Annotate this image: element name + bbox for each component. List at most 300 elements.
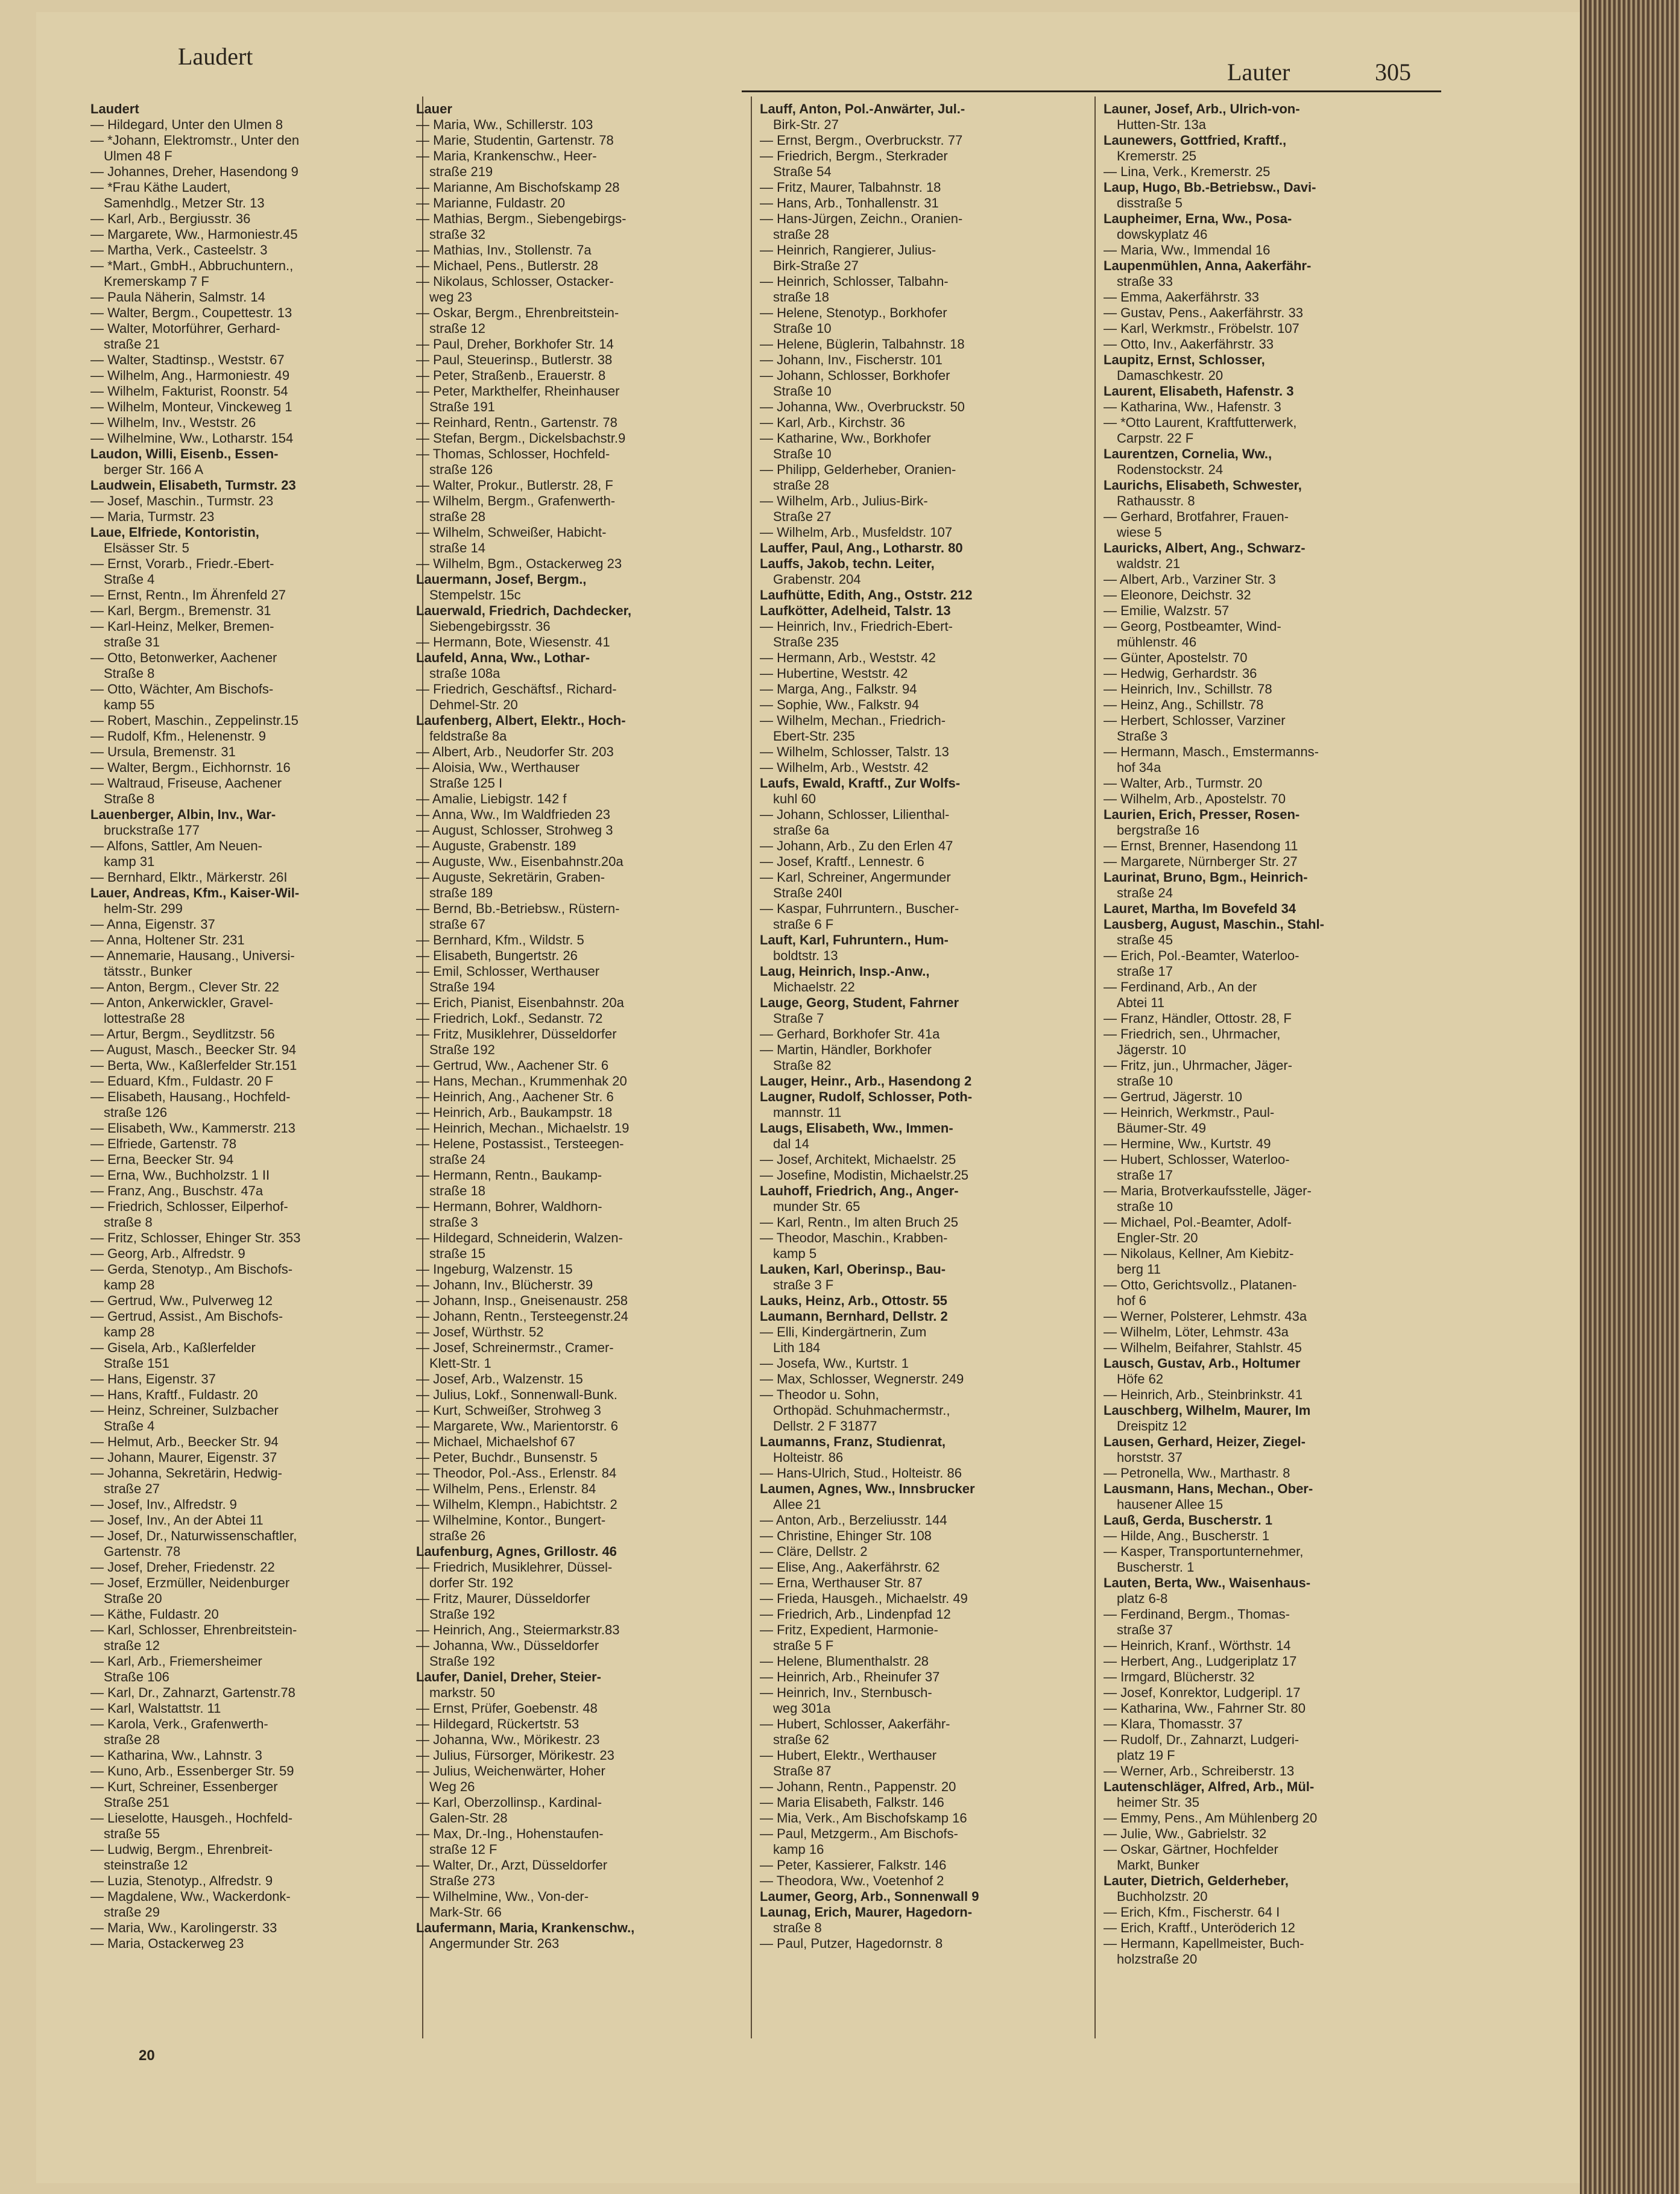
directory-entry-line: — Michael, Pens., Butlerstr. 28 [416,258,599,273]
directory-entry-line: — Helene, Blumenthalstr. 28 [760,1654,929,1669]
directory-entry-line: straße 5 F [773,1638,834,1653]
directory-entry-line: — Emmy, Pens., Am Mühlenberg 20 [1104,1810,1318,1826]
directory-entry-line: — Fritz, Expedient, Harmonie- [760,1622,938,1637]
directory-entry-line: — Kasper, Transportunternehmer, [1104,1544,1304,1559]
directory-entry-line: Straße 8 [104,791,155,806]
directory-entry-line: Lausen, Gerhard, Heizer, Ziegel- [1104,1434,1306,1449]
directory-entry-line: — Wilhelm, Arb., Julius-Birk- [760,493,928,508]
page-number: 305 [1375,58,1411,86]
directory-entry-line: — Wilhelm, Fakturist, Roonstr. 54 [90,384,288,399]
directory-entry-line: — Anton, Arb., Berzeliusstr. 144 [760,1513,947,1528]
directory-entry-line: — Auguste, Ww., Eisenbahnstr.20a [416,854,624,869]
directory-entry-line: hof 6 [1117,1293,1146,1308]
directory-entry-line: Straße 240I [773,885,842,900]
directory-entry-line: — Wilhelm, Mechan., Friedrich- [760,713,946,728]
directory-entry-line: — Walter, Arb., Turmstr. 20 [1104,776,1263,791]
directory-entry-line: Straße 192 [429,1042,495,1057]
directory-entry-line: — Johannes, Dreher, Hasendong 9 [90,164,298,179]
directory-entry-line: — Johann, Arb., Zu den Erlen 47 [760,838,953,853]
directory-entry-line: — Artur, Bergm., Seydlitzstr. 56 [90,1026,275,1042]
directory-entry-line: — Werner, Polsterer, Lehmstr. 43a [1104,1309,1307,1324]
directory-entry-line: straße 6 F [773,917,834,932]
directory-entry-line: — Wilhelm, Schweißer, Habicht- [416,525,607,540]
directory-entry-line: straße 219 [429,164,493,179]
directory-entry-line: — Ferdinand, Bergm., Thomas- [1104,1607,1290,1622]
directory-entry-line: — Max, Schlosser, Wegnerstr. 249 [760,1371,964,1386]
directory-entry-line: — Elisabeth, Bungertstr. 26 [416,948,578,963]
directory-entry-line: — Fritz, Schlosser, Ehinger Str. 353 [90,1230,301,1245]
directory-entry-line: Laupheimer, Erna, Ww., Posa- [1104,211,1292,226]
directory-entry-line: Lauffer, Paul, Ang., Lotharstr. 80 [760,540,963,555]
directory-entry-line: — Karl, Schlosser, Ehrenbreitstein- [90,1622,297,1637]
directory-entry-line: — Käthe, Fuldastr. 20 [90,1607,219,1622]
directory-entry-line: — Josef, Konrektor, Ludgeripl. 17 [1104,1685,1301,1700]
directory-entry-line: — Oskar, Bergm., Ehrenbreitstein- [416,305,619,320]
directory-entry-line: mannstr. 11 [773,1105,842,1120]
directory-entry-line: — Elise, Ang., Aakerfährstr. 62 [760,1560,940,1575]
directory-entry-line: Laudert [90,101,139,116]
directory-entry-line: straße 15 [429,1246,485,1261]
directory-entry-line: — Hubertine, Weststr. 42 [760,666,908,681]
directory-entry-line: dal 14 [773,1136,809,1151]
directory-entry-line: — Bernhard, Elktr., Märkerstr. 26I [90,870,288,885]
directory-entry-line: — Berta, Ww., Kaßlerfelder Str.151 [90,1058,297,1073]
directory-entry-line: — Friedrich, Musiklehrer, Düssel- [416,1560,613,1575]
directory-entry-line: Dreispitz 12 [1117,1418,1187,1434]
directory-entry-line: — Theodor, Pol.-Ass., Erlenstr. 84 [416,1465,617,1481]
directory-entry-line: — Thomas, Schlosser, Hochfeld- [416,446,610,461]
directory-entry-line: Lauß, Gerda, Buscherstr. 1 [1104,1513,1272,1528]
directory-entry-line: Straße 125 I [429,776,503,791]
directory-entry-line: Straße 235 [773,634,839,650]
directory-entry-line: — Hildegard, Schneiderin, Walzen- [416,1230,623,1245]
directory-entry-line: Bäumer-Str. 49 [1117,1121,1206,1136]
directory-entry-line: straße 126 [429,462,493,477]
directory-entry-line: — Wilhelm, Monteur, Vinckeweg 1 [90,399,292,414]
directory-entry-line: — August, Masch., Beecker Str. 94 [90,1042,297,1057]
directory-entry-line: — Karl, Dr., Zahnarzt, Gartenstr.78 [90,1685,295,1700]
directory-entry-line: dowskyplatz 46 [1117,227,1208,242]
directory-entry-line: — Karl, Arb., Kirchstr. 36 [760,415,905,430]
directory-entry-line: straße 28 [104,1732,160,1747]
directory-entry-line: — Wilhelm, Schlosser, Talstr. 13 [760,744,949,759]
directory-entry-line: — Karl, Arb., Friemersheimer [90,1654,262,1669]
directory-entry-line: Lith 184 [773,1340,821,1355]
directory-entry-line: straße 26 [429,1528,485,1543]
directory-entry-line: — Katharina, Ww., Lahnstr. 3 [90,1748,262,1763]
directory-entry-line: Laufkötter, Adelheid, Talstr. 13 [760,603,951,618]
directory-entry-line: — Marianne, Am Bischofskamp 28 [416,180,620,195]
directory-entry-line: heimer Str. 35 [1117,1795,1199,1810]
directory-entry-line: — Eduard, Kfm., Fuldastr. 20 F [90,1073,274,1089]
directory-entry-line: — Marie, Studentin, Gartenstr. 78 [416,133,614,148]
directory-entry-line: — Josef, Architekt, Michaelstr. 25 [760,1152,956,1167]
directory-entry-line: — Walter, Bergm., Eichhornstr. 16 [90,760,291,775]
directory-entry-line: straße 37 [1117,1622,1173,1637]
directory-entry-line: — Bernd, Bb.-Betriebsw., Rüstern- [416,901,620,916]
directory-entry-line: — Hans, Eigenstr. 37 [90,1371,216,1386]
directory-entry-line: — Waltraud, Friseuse, Aachener [90,776,282,791]
column-3 [760,101,1091,2067]
directory-entry-line: — Mia, Verk., Am Bischofskamp 16 [760,1810,967,1826]
directory-entry-line: Lauter, Dietrich, Gelderheber, [1104,1873,1289,1888]
directory-entry-line: — Heinrich, Ang., Aachener Str. 6 [416,1089,614,1104]
directory-entry-line: — Karl, Oberzollinsp., Kardinal- [416,1795,602,1810]
directory-entry-line: — Karl, Arb., Bergiusstr. 36 [90,211,251,226]
directory-entry-line: — Hans, Arb., Tonhallenstr. 31 [760,195,939,210]
directory-entry-line: — Paul, Metzgerm., Am Bischofs- [760,1826,958,1841]
directory-entry-line: Laurinat, Bruno, Bgm., Heinrich- [1104,870,1308,885]
directory-entry-line: — Wilhelmine, Ww., Lotharstr. 154 [90,431,294,446]
directory-entry-line: — *Frau Käthe Laudert, [90,180,231,195]
directory-entry-line: Lauret, Martha, Im Bovefeld 34 [1104,901,1296,916]
directory-entry-line: Straße 191 [429,399,495,414]
directory-entry-line: Dellstr. 2 F 31877 [773,1418,877,1434]
directory-entry-line: — Robert, Maschin., Zeppelinstr.15 [90,713,298,728]
directory-entry-line: weg 23 [429,289,472,305]
directory-entry-line: — Heinrich, Schlosser, Talbahn- [760,274,949,289]
directory-entry-line: straße 28 [773,478,829,493]
directory-entry-line: Straße 273 [429,1873,495,1888]
directory-entry-line: — Josef, Inv., An der Abtei 11 [90,1513,264,1528]
directory-entry-line: straße 18 [773,289,829,305]
directory-entry-line: Stempelstr. 15c [429,587,521,602]
directory-entry-line: straße 29 [104,1905,160,1920]
directory-entry-line: — Werner, Arb., Schreiberstr. 13 [1104,1763,1295,1778]
directory-entry-line: — Margarete, Ww., Harmoniestr.45 [90,227,298,242]
directory-entry-line: Straße 54 [773,164,832,179]
directory-entry-line: — Heinrich, Inv., Schillstr. 78 [1104,681,1272,697]
directory-entry-line: — Otto, Inv., Aakerfährstr. 33 [1104,337,1274,352]
directory-entry-line: Straße 82 [773,1058,832,1073]
directory-entry-line: — Paul, Putzer, Hagedornstr. 8 [760,1936,943,1951]
directory-entry-line: — Hildegard, Rückertstr. 53 [416,1716,579,1731]
directory-entry-line: Carpstr. 22 F [1117,431,1194,446]
directory-entry-line: straße 28 [773,227,829,242]
directory-entry-line: Laurichs, Elisabeth, Schwester, [1104,478,1302,493]
directory-entry-line: straße 21 [104,337,160,352]
directory-entry-line: — Klara, Thomasstr. 37 [1104,1716,1243,1731]
directory-entry-line: holzstraße 20 [1117,1952,1198,1967]
book-page-edges [1580,0,1680,2194]
directory-entry-line: — Mathias, Inv., Stollenstr. 7a [416,242,592,258]
directory-entry-line: — Hildegard, Unter den Ulmen 8 [90,117,283,132]
directory-entry-line: — Philipp, Gelderheber, Oranien- [760,462,956,477]
column-divider [1094,96,1096,2038]
directory-entry-line: — Heinz, Schreiner, Sulzbacher [90,1403,279,1418]
directory-entry-line: waldstr. 21 [1117,556,1181,571]
directory-entry-line: — Kurt, Schreiner, Essenberger [90,1779,278,1794]
directory-entry-line: Birk-Straße 27 [773,258,859,273]
directory-entry-line: — Josef, Dr., Naturwissenschaftler, [90,1528,297,1543]
directory-entry-line: — Magdalene, Ww., Wackerdonk- [90,1889,291,1904]
directory-entry-line: — Heinrich, Arb., Baukampstr. 18 [416,1105,613,1120]
directory-entry-line: Laurent, Elisabeth, Hafenstr. 3 [1104,384,1294,399]
directory-entry-line: Lauerwald, Friedrich, Dachdecker, [416,603,632,618]
directory-entry-line: — Rudolf, Dr., Zahnarzt, Ludgeri- [1104,1732,1299,1747]
directory-entry-line: straße 3 F [773,1277,834,1292]
directory-entry-line: Lausmann, Hans, Mechan., Ober- [1104,1481,1313,1496]
directory-entry-line: Dehmel-Str. 20 [429,697,518,712]
directory-entry-line: Hutten-Str. 13a [1117,117,1206,132]
directory-entry-line: Lauken, Karl, Oberinsp., Bau- [760,1262,946,1277]
directory-entry-line: Galen-Str. 28 [429,1810,508,1826]
directory-entry-line: Laufeld, Anna, Ww., Lothar- [416,650,590,665]
directory-entry-line: Lausch, Gustav, Arb., Holtumer [1104,1356,1301,1371]
directory-entry-line: — Gertrud, Ww., Pulverweg 12 [90,1293,273,1308]
directory-entry-line: — Katharine, Ww., Borkhofer [760,431,931,446]
directory-entry-line: — Walter, Motorführer, Gerhard- [90,321,280,336]
directory-entry-line: — Albert, Arb., Varziner Str. 3 [1104,572,1276,587]
directory-entry-line: — Helene, Stenotyp., Borkhofer [760,305,947,320]
directory-entry-line: — Gerda, Stenotyp., Am Bischofs- [90,1262,293,1277]
directory-entry-line: — Walter, Bergm., Coupettestr. 13 [90,305,292,320]
directory-entry-line: Ebert-Str. 235 [773,729,855,744]
directory-entry-line: straße 14 [429,540,485,555]
directory-entry-line: wiese 5 [1117,525,1162,540]
directory-entry-line: — Wilhelm, Arb., Weststr. 42 [760,760,929,775]
directory-entry-line: Orthopäd. Schuhmachermstr., [773,1403,950,1418]
directory-entry-line: — Hilde, Ang., Buscherstr. 1 [1104,1528,1270,1543]
directory-entry-line: straße 62 [773,1732,829,1747]
directory-entry-line: Lauschberg, Wilhelm, Maurer, Im [1104,1403,1311,1418]
directory-entry-line: Straße 20 [104,1591,162,1606]
directory-entry-line: — Wilhelm, Bgm., Ostackerweg 23 [416,556,622,571]
directory-entry-line: — Michael, Michaelshof 67 [416,1434,576,1449]
directory-entry-line: Lauer, Andreas, Kfm., Kaiser-Wil- [90,885,300,900]
directory-entry-line: — Erna, Ww., Buchholzstr. 1 II [90,1168,270,1183]
directory-entry-line: Laupitz, Ernst, Schlosser, [1104,352,1265,367]
directory-entry-line: Ulmen 48 F [104,148,172,163]
directory-entry-line: — Fritz, Maurer, Talbahnstr. 18 [760,180,941,195]
directory-entry-line: Kremerstr. 25 [1117,148,1197,163]
directory-entry-line: Laudwein, Elisabeth, Turmstr. 23 [90,478,296,493]
directory-entry-line: — Maria, Ww., Immendal 16 [1104,242,1271,258]
directory-entry-line: — Otto, Betonwerker, Aachener [90,650,277,665]
directory-entry-line: straße 55 [104,1826,160,1841]
directory-entry-line: — Hermann, Rentn., Baukamp- [416,1168,602,1183]
directory-entry-line: — Maria, Ostackerweg 23 [90,1936,244,1951]
directory-entry-line: — Erich, Kraftf., Unteröderich 12 [1104,1920,1295,1935]
directory-entry-line: Klett-Str. 1 [429,1356,491,1371]
directory-entry-line: Straße 87 [773,1763,832,1778]
directory-entry-line: — Theodor, Maschin., Krabben- [760,1230,948,1245]
directory-entry-line: — Lina, Verk., Kremerstr. 25 [1104,164,1271,179]
directory-entry-line: — Wilhelm, Inv., Weststr. 26 [90,415,256,430]
directory-entry-line: — Michael, Pol.-Beamter, Adolf- [1104,1215,1292,1230]
directory-entry-line: straße 32 [429,227,485,242]
directory-entry-line: Siebengebirgsstr. 36 [429,619,551,634]
directory-entry-line: — Nikolaus, Schlosser, Ostacker- [416,274,614,289]
directory-entry-line: platz 6-8 [1117,1591,1168,1606]
directory-entry-line: — Helene, Postassist., Tersteegen- [416,1136,624,1151]
directory-entry-line: Straße 10 [773,321,832,336]
directory-entry-line: — Kuno, Arb., Essenberger Str. 59 [90,1763,294,1778]
directory-entry-line: — Annemarie, Hausang., Universi- [90,948,295,963]
directory-entry-line: Launewers, Gottfried, Kraftf., [1104,133,1287,148]
directory-entry-line: Michaelstr. 22 [773,979,855,994]
directory-entry-line: Laugner, Rudolf, Schlosser, Poth- [760,1089,973,1104]
directory-entry-line: — Heinrich, Werkmstr., Paul- [1104,1105,1275,1120]
directory-entry-line: Straße 4 [104,1418,155,1434]
column-divider [751,96,752,2038]
directory-entry-line: Allee 21 [773,1497,821,1512]
directory-entry-line: — Josef, Kraftf., Lennestr. 6 [760,854,924,869]
directory-entry-line: mühlenstr. 46 [1117,634,1197,650]
directory-entry-line: — Hermann, Masch., Emstermanns- [1104,744,1319,759]
directory-entry-line: tätsstr., Bunker [104,964,192,979]
directory-entry-line: Straße 151 [104,1356,169,1371]
directory-entry-line: — Margarete, Nürnberger Str. 27 [1104,854,1298,869]
directory-entry-line: Laufhütte, Edith, Ang., Oststr. 212 [760,587,973,602]
directory-entry-line: — Heinrich, Kranf., Wörthstr. 14 [1104,1638,1291,1653]
directory-entry-line: — Heinrich, Arb., Rheinufer 37 [760,1669,940,1684]
directory-entry-line: — Fritz, Musiklehrer, Düsseldorfer [416,1026,617,1042]
directory-entry-line: Angermunder Str. 263 [429,1936,560,1951]
directory-entry-line: — Johann, Inv., Blücherstr. 39 [416,1277,593,1292]
directory-entry-line: straße 10 [1117,1073,1173,1089]
directory-entry-line: — Peter, Buchdr., Bunsenstr. 5 [416,1450,598,1465]
directory-entry-line: Lauricks, Albert, Ang., Schwarz- [1104,540,1306,555]
directory-entry-line: — Anton, Bergm., Clever Str. 22 [90,979,280,994]
directory-entry-line: — Johanna, Ww., Mörikestr. 23 [416,1732,600,1747]
directory-entry-line: bergstraße 16 [1117,823,1199,838]
directory-entry-line: — Emil, Schlosser, Werthauser [416,964,600,979]
directory-entry-line: — Emilie, Walzstr. 57 [1104,603,1230,618]
directory-entry-line: — Hans-Ulrich, Stud., Holteistr. 86 [760,1465,962,1481]
directory-entry-line: Weg 26 [429,1779,475,1794]
directory-entry-line: — Lieselotte, Hausgeh., Hochfeld- [90,1810,293,1826]
directory-entry-line: — *Mart., GmbH., Abbruchuntern., [90,258,294,273]
directory-entry-line: — Johann, Schlosser, Borkhofer [760,368,950,383]
directory-entry-line: feldstraße 8a [429,729,507,744]
directory-entry-line: — Bernhard, Kfm., Wildstr. 5 [416,932,584,947]
directory-entry-line: — Petronella, Ww., Marthastr. 8 [1104,1465,1290,1481]
directory-entry-line: Laumen, Agnes, Ww., Innsbrucker [760,1481,975,1496]
directory-entry-line: — Gerhard, Brotfahrer, Frauen- [1104,509,1289,524]
directory-entry-line: Lauft, Karl, Fuhruntern., Hum- [760,932,949,947]
directory-entry-line: straße 31 [104,634,160,650]
directory-entry-line: — Karl, Rentn., Im alten Bruch 25 [760,1215,958,1230]
directory-entry-line: Buscherstr. 1 [1117,1560,1195,1575]
directory-entry-line: Rathausstr. 8 [1117,493,1195,508]
directory-entry-line: — Josef, Erzmüller, Neidenburger [90,1575,290,1590]
directory-entry-line: — Erna, Werthauser Str. 87 [760,1575,923,1590]
directory-entry-line: — Gerhard, Borkhofer Str. 41a [760,1026,940,1042]
directory-entry-line: straße 24 [429,1152,485,1167]
directory-entry-line: — Georg, Arb., Alfredstr. 9 [90,1246,245,1261]
directory-entry-line: — Gustav, Pens., Aakerfährstr. 33 [1104,305,1303,320]
directory-entry-line: — Friedrich, Bergm., Sterkrader [760,148,948,163]
directory-entry-line: — Wilhelm, Pens., Erlenstr. 84 [416,1481,596,1496]
directory-entry-line: — Cläre, Dellstr. 2 [760,1544,868,1559]
directory-entry-line: — Ingeburg, Walzenstr. 15 [416,1262,573,1277]
directory-entry-line: — Hans-Jürgen, Zeichn., Oranien- [760,211,963,226]
directory-entry-line: — Reinhard, Rentn., Gartenstr. 78 [416,415,617,430]
directory-entry-line: — Irmgard, Blücherstr. 32 [1104,1669,1255,1684]
directory-entry-line: — Wilhelm, Arb., Apostelstr. 70 [1104,791,1286,806]
directory-entry-line: berg 11 [1117,1262,1161,1277]
directory-entry-line: — Johanna, Ww., Overbruckstr. 50 [760,399,965,414]
directory-entry-line: — Martha, Verk., Casteelstr. 3 [90,242,268,258]
directory-entry-line: Mark-Str. 66 [429,1905,502,1920]
directory-entry-line: — Friedrich, Schlosser, Eilperhof- [90,1199,288,1214]
directory-entry-line: Kremerskamp 7 F [104,274,209,289]
directory-entry-line: — Herbert, Schlosser, Varziner [1104,713,1286,728]
directory-entry-line: Straße 194 [429,979,495,994]
directory-entry-line: Laurentzen, Cornelia, Ww., [1104,446,1272,461]
directory-entry-line: — Maria, Ww., Karolingerstr. 33 [90,1920,277,1935]
directory-entry-line: horststr. 37 [1117,1450,1183,1465]
directory-entry-line: Lauenberger, Albin, Inv., War- [90,807,276,822]
directory-entry-line: Samenhdlg., Metzer Str. 13 [104,195,265,210]
directory-entry-line: Laurien, Erich, Presser, Rosen- [1104,807,1300,822]
directory-entry-line: — Franz, Händler, Ottostr. 28, F [1104,1011,1292,1026]
directory-entry-line: straße 8 [104,1215,153,1230]
directory-entry-line: straße 28 [429,509,485,524]
directory-entry-line: weg 301a [773,1701,831,1716]
directory-entry-line: Lauer [416,101,452,116]
directory-entry-line: — Josefa, Ww., Kurtstr. 1 [760,1356,909,1371]
directory-entry-line: — Frieda, Hausgeh., Michaelstr. 49 [760,1591,968,1606]
directory-entry-line: Straße 8 [104,666,155,681]
directory-entry-line: Lausberg, August, Maschin., Stahl- [1104,917,1324,932]
directory-entry-line: — Hubert, Elektr., Werthauser [760,1748,937,1763]
directory-entry-line: — Ernst, Brenner, Hasendong 11 [1104,838,1298,853]
directory-entry-line: Abtei 11 [1117,995,1165,1010]
directory-entry-line: — Hans, Kraftf., Fuldastr. 20 [90,1387,258,1402]
directory-entry-line: disstraße 5 [1117,195,1183,210]
directory-entry-line: steinstraße 12 [104,1857,188,1873]
directory-entry-line: — Fritz, jun., Uhrmacher, Jäger- [1104,1058,1292,1073]
directory-entry-line: — Otto, Gerichtsvollz., Platanen- [1104,1277,1297,1292]
directory-entry-line: — Paula Näherin, Salmstr. 14 [90,289,265,305]
directory-entry-line: — Wilhelmine, Ww., Von-der- [416,1889,589,1904]
directory-entry-line: — Josefine, Modistin, Michaelstr.25 [760,1168,969,1183]
directory-entry-line: Damaschkestr. 20 [1117,368,1224,383]
directory-entry-line: Laumer, Georg, Arb., Sonnenwall 9 [760,1889,979,1904]
directory-entry-line: — Eleonore, Deichstr. 32 [1104,587,1251,602]
directory-entry-line: — Heinrich, Ang., Steiermarkstr.83 [416,1622,620,1637]
directory-entry-line: hof 34a [1117,760,1161,775]
running-head-left: Laudert [178,43,253,70]
directory-entry-line: straße 8 [773,1920,822,1935]
directory-entry-line: — Herbert, Ang., Ludgeriplatz 17 [1104,1654,1297,1669]
directory-entry-line: Straße 192 [429,1607,495,1622]
directory-entry-line: — Erich, Pianist, Eisenbahnstr. 20a [416,995,624,1010]
directory-entry-line: — Ernst, Vorarb., Friedr.-Ebert- [90,556,274,571]
directory-entry-line: markstr. 50 [429,1685,495,1700]
directory-entry-line: platz 19 F [1117,1748,1175,1763]
directory-entry-line: — Amalie, Liebigstr. 142 f [416,791,567,806]
directory-entry-line: straße 33 [1117,274,1173,289]
directory-entry-line: Lautenschläger, Alfred, Arb., Mül- [1104,1779,1315,1794]
directory-entry-line: — Luzia, Stenotyp., Alfredstr. 9 [90,1873,273,1888]
directory-entry-line: Lauge, Georg, Student, Fahrner [760,995,959,1010]
directory-entry-line: — Albert, Arb., Neudorfer Str. 203 [416,744,614,759]
directory-entry-line: — Hermann, Arb., Weststr. 42 [760,650,936,665]
directory-entry-line: — Julius, Weichenwärter, Hoher [416,1763,605,1778]
directory-entry-line: — Anton, Ankerwickler, Gravel- [90,995,274,1010]
directory-entry-line: Straße 106 [104,1669,169,1684]
directory-entry-line: Holteistr. 86 [773,1450,844,1465]
directory-entry-line: — Georg, Postbeamter, Wind- [1104,619,1281,634]
directory-entry-line: straße 10 [1117,1199,1173,1214]
directory-entry-line: — Elisabeth, Hausang., Hochfeld- [90,1089,291,1104]
directory-entry-line: kamp 5 [773,1246,817,1261]
directory-entry-line: straße 12 F [429,1842,497,1857]
directory-entry-line: Straße 10 [773,446,832,461]
